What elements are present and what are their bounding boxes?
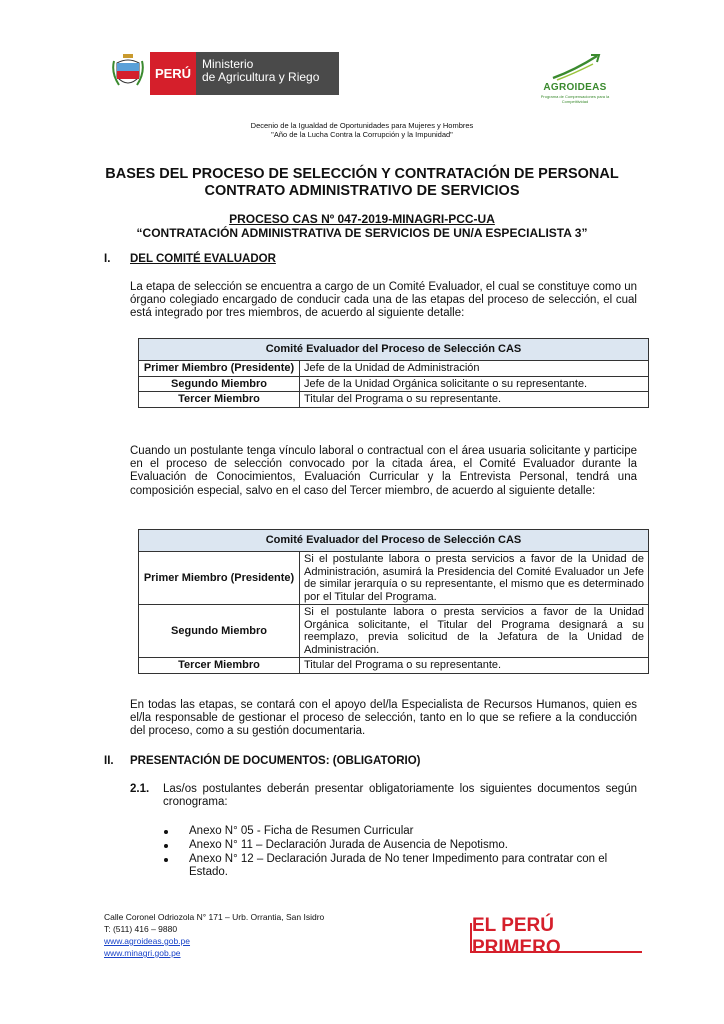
coat-of-arms-icon [111,53,145,93]
section1-paragraph1: La etapa de selección se encuentra a cargo de un Comité Evaluador, el cual se constituye como un órgano colegiado encargado de conducir cada una de las etapas del proceso de selección, el cual está integrado por tres miembros, de acuerdo al siguiente detalle: [130,281,637,320]
bullet-icon [164,844,168,848]
item-number: 2.1. [130,783,150,795]
footer-phone: T: (511) 416 – 9880 [104,924,178,934]
decree-line2: "Año de la Lucha Contra la Corrupción y la Impunidad" [271,130,453,139]
peru-logo [150,52,196,95]
table1-desc: Jefe de la Unidad de Administración [300,361,649,377]
bullet-text: Anexo N° 05 - Ficha de Resumen Curricular [189,825,414,837]
table-row [139,392,649,408]
bullet-icon [164,830,168,834]
footer-address: Calle Coronel Odriozola N° 171 – Urb. Orrantia, San Isidro [104,912,325,922]
table2-desc: Titular del Programa o su representante. [300,658,649,674]
committee-table-1 [138,338,649,408]
list-item [164,825,638,838]
agroideas-subtitle: Programa de Compensaciones para la Competitividad [540,94,610,104]
item-text: Las/os postulantes deberán presentar obligatoriamente los siguientes documentos según cronograma: [163,783,637,809]
bullet-icon [164,858,168,862]
bullet-text: Anexo N° 11 – Declaración Jurada de Ausencia de Nepotismo. [189,839,508,851]
table1-role: Tercer Miembro [139,392,300,408]
section2-heading: PRESENTACIÓN DE DOCUMENTOS: (OBLIGATORIO) [130,755,421,767]
peru-label: PERÚ [154,66,192,81]
table-row [139,376,649,392]
slogan-logo [470,915,642,958]
table-row [139,605,649,658]
table2-desc: Si el postulante labora o presta servicios a favor de la Unidad Orgánica solicitante, el Titular del Programa designará a su reemplazo, previa solicitud de la Jefatura de la Unidad de Administración. [300,605,649,658]
ministry-line1: Ministerio [202,57,254,71]
document-title: BASES DEL PROCESO DE SELECCIÓN Y CONTRATACIÓN DE PERSONAL [105,166,619,182]
section1-paragraph3: En todas las etapas, se contará con el apoyo del/la Especialista de Recursos Humanos, quien es el/la responsable de gestionar el proceso de selección, tanto en lo que se refiere a la conducción del proceso, como a su gestión documentaria. [130,699,637,738]
table1-header: Comité Evaluador del Proceso de Selección CAS [139,339,649,361]
table2-role: Segundo Miembro [139,605,300,658]
section2-number: II. [104,755,114,767]
bullet-text: Anexo N° 12 – Declaración Jurada de No tener Impedimento para contratar con el Estado. [189,853,608,879]
ministry-logo [196,52,339,95]
section1-number: I. [104,253,111,265]
table1-desc: Jefe de la Unidad Orgánica solicitante o su representante. [300,376,649,392]
section1-heading: DEL COMITÉ EVALUADOR [130,253,276,265]
process-number: PROCESO CAS Nº 047-2019-MINAGRI-PCC-UA [229,212,495,226]
table-row [139,361,649,377]
list-item [164,839,638,852]
table-row [139,658,649,674]
table2-role: Tercer Miembro [139,658,300,674]
table2-desc: Si el postulante labora o presta servicios a favor de la Unidad de Administración, asumirá la Presidencia del Comité Evaluador un Jefe de similar jerarquía o su representante, el mismo que es determinado por el Titular del Programa. [300,552,649,605]
table1-role: Primer Miembro (Presidente) [139,361,300,377]
document-subtitle: CONTRATO ADMINISTRATIVO DE SERVICIOS [204,183,520,199]
table-row [139,552,649,605]
table1-desc: Titular del Programa o su representante. [300,392,649,408]
table2-role: Primer Miembro (Presidente) [139,552,300,605]
table1-role: Segundo Miembro [139,376,300,392]
section1-paragraph2: Cuando un postulante tenga vínculo laboral o contractual con el área usuaria solicitante y participe en el proceso de selección convocado por la citada área, el Comité Evaluador durante la Evaluación de Conocimientos, Evaluación Curricular y la Entrevista Personal, tendrá una composición especial, salvo en el caso del Tercer miembro, de acuerdo al siguiente detalle: [130,445,637,497]
contract-title: “CONTRATACIÓN ADMINISTRATIVA DE SERVICIOS DE UN/A ESPECIALISTA 3” [136,226,588,240]
table2-header: Comité Evaluador del Proceso de Selección CAS [139,530,649,552]
list-item [164,853,638,879]
agroideas-name: AGROIDEAS [543,82,607,93]
footer-link-agroideas[interactable]: www.agroideas.gob.pe [104,936,191,946]
decree-line1: Decenio de la Igualdad de Oportunidades para Mujeres y Hombres [250,121,474,130]
ministry-line2: de Agricultura y Riego [202,70,320,84]
footer-link-minagri[interactable]: www.minagri.gob.pe [104,948,181,958]
slogan-text: EL PERÚ PRIMERO [472,915,561,958]
committee-table-2 [138,529,649,674]
